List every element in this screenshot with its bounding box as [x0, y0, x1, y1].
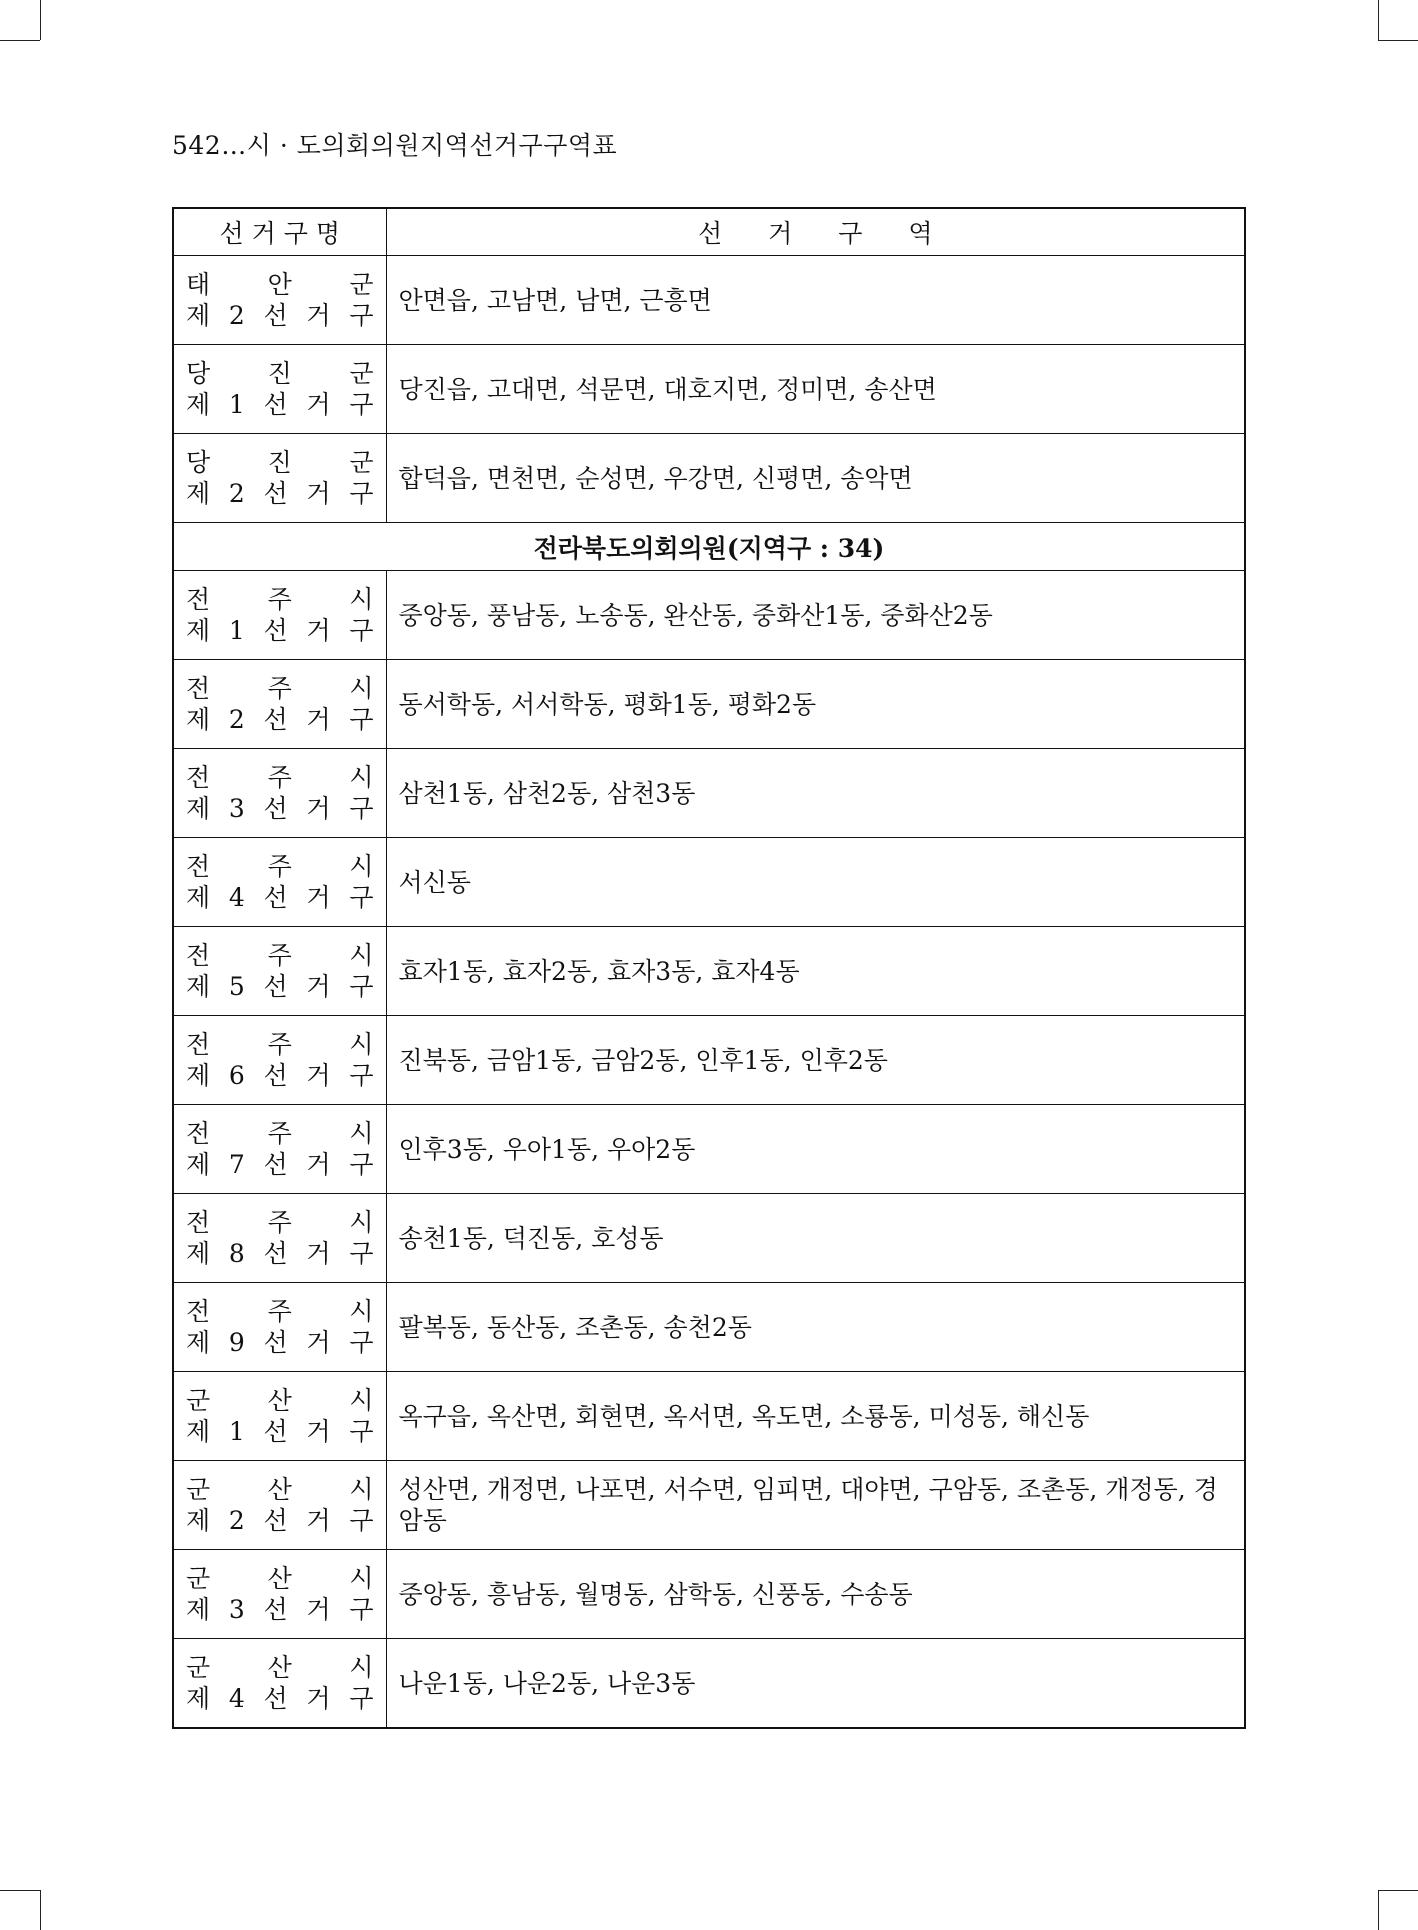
name-char: 제: [186, 390, 211, 419]
district-area-cell: 합덕읍, 면천면, 순성면, 우강면, 신평면, 송악면: [386, 434, 1245, 523]
district-region: [174, 851, 386, 882]
name-char: 거: [306, 1506, 331, 1535]
district-name-cell: [173, 1550, 386, 1639]
district-number: [174, 1683, 386, 1714]
name-char: 군: [186, 1564, 211, 1593]
page-header: 542…시 · 도의회의원지역선거구구역표: [172, 131, 618, 160]
name-char: 선: [263, 972, 288, 1001]
name-char: 선: [263, 390, 288, 419]
name-char: 산: [267, 1564, 292, 1593]
column-header-name: 선거구명: [173, 208, 386, 256]
district-name-cell: [173, 749, 386, 838]
name-char: 4: [228, 1684, 245, 1713]
name-char: 산: [267, 1475, 292, 1504]
name-char: 제: [186, 1061, 211, 1090]
name-char: 구: [349, 1328, 374, 1357]
district-area-cell: 옥구읍, 옥산면, 회현면, 옥서면, 옥도면, 소룡동, 미성동, 해신동: [386, 1372, 1245, 1461]
name-char: 전: [186, 763, 211, 792]
name-char: 군: [186, 1475, 211, 1504]
name-char: 시: [349, 1475, 374, 1504]
name-char: 전: [186, 1119, 211, 1148]
district-area-cell: 진북동, 금암1동, 금암2동, 인후1동, 인후2동: [386, 1016, 1245, 1105]
district-number: [174, 882, 386, 913]
district-name-cell: [173, 1105, 386, 1194]
district-name-cell: [173, 256, 386, 345]
table-row: [173, 1194, 1245, 1283]
district-area-cell: 당진읍, 고대면, 석문면, 대호지면, 정미면, 송산면: [386, 345, 1245, 434]
name-char: 4: [228, 883, 245, 912]
name-char: 주: [267, 1208, 292, 1237]
name-char: 구: [349, 1684, 374, 1713]
district-area-cell: 중앙동, 흥남동, 월명동, 삼학동, 신풍동, 수송동: [386, 1550, 1245, 1639]
table-row: [173, 1550, 1245, 1639]
table-row: [173, 1105, 1245, 1194]
name-char: 시: [349, 674, 374, 703]
table-row: [173, 571, 1245, 660]
district-region: [174, 1296, 386, 1327]
table-row: [173, 749, 1245, 838]
name-char: 군: [349, 270, 374, 299]
name-char: 구: [349, 1506, 374, 1535]
district-area-cell: 서신동: [386, 838, 1245, 927]
name-char: 1: [228, 1417, 245, 1446]
district-number: [174, 1416, 386, 1447]
name-char: 주: [267, 852, 292, 881]
name-char: 2: [228, 1506, 245, 1535]
district-region: [174, 1118, 386, 1149]
table-row: [173, 1283, 1245, 1372]
name-char: 거: [306, 794, 331, 823]
section-row: [173, 523, 1245, 571]
district-region: [174, 1385, 386, 1416]
district-number: [174, 1060, 386, 1091]
name-char: 태: [186, 270, 211, 299]
table-row: [173, 838, 1245, 927]
crop-mark: [1378, 0, 1379, 40]
name-char: 거: [306, 1328, 331, 1357]
crop-mark: [0, 1890, 40, 1891]
name-char: 구: [349, 479, 374, 508]
name-char: 5: [228, 972, 245, 1001]
name-char: 시: [349, 1564, 374, 1593]
district-region: [174, 1029, 386, 1060]
district-region: [174, 1652, 386, 1683]
district-number: [174, 300, 386, 331]
district-name-cell: [173, 345, 386, 434]
district-number: [174, 1594, 386, 1625]
section-title: 전라북도의회의원(지역구 : 34): [173, 523, 1245, 571]
name-char: 제: [186, 705, 211, 734]
name-char: 9: [228, 1328, 245, 1357]
name-char: 시: [349, 763, 374, 792]
district-number: [174, 1327, 386, 1358]
name-char: 구: [349, 390, 374, 419]
name-char: 주: [267, 763, 292, 792]
district-region: [174, 269, 386, 300]
name-char: 선: [263, 883, 288, 912]
name-char: 거: [306, 883, 331, 912]
name-char: 시: [349, 1030, 374, 1059]
name-char: 거: [306, 1595, 331, 1624]
district-region: [174, 447, 386, 478]
name-char: 제: [186, 1150, 211, 1179]
name-char: 선: [263, 301, 288, 330]
name-char: 2: [228, 301, 245, 330]
name-char: 구: [349, 1417, 374, 1446]
district-number: [174, 1505, 386, 1536]
name-char: 주: [267, 941, 292, 970]
crop-mark: [1378, 40, 1418, 41]
name-char: 제: [186, 1239, 211, 1268]
name-char: 진: [267, 359, 292, 388]
table-row: [173, 434, 1245, 523]
name-char: 군: [349, 448, 374, 477]
name-char: 전: [186, 585, 211, 614]
name-char: 산: [267, 1386, 292, 1415]
name-char: 주: [267, 1297, 292, 1326]
name-char: 선: [263, 1595, 288, 1624]
district-name-cell: [173, 660, 386, 749]
name-char: 2: [228, 479, 245, 508]
name-char: 선: [263, 1417, 288, 1446]
name-char: 6: [228, 1061, 245, 1090]
name-char: 시: [349, 1208, 374, 1237]
name-char: 선: [263, 1239, 288, 1268]
name-char: 군: [349, 359, 374, 388]
district-name-cell: [173, 927, 386, 1016]
district-area-cell: 안면읍, 고남면, 남면, 근흥면: [386, 256, 1245, 345]
district-name-cell: [173, 838, 386, 927]
name-char: 제: [186, 1595, 211, 1624]
name-char: 당: [186, 448, 211, 477]
district-number: [174, 478, 386, 509]
district-number: [174, 971, 386, 1002]
name-char: 제: [186, 1506, 211, 1535]
name-char: 거: [306, 1150, 331, 1179]
district-area-cell: 인후3동, 우아1동, 우아2동: [386, 1105, 1245, 1194]
name-char: 구: [349, 616, 374, 645]
name-char: 전: [186, 1208, 211, 1237]
name-char: 선: [263, 1684, 288, 1713]
name-char: 주: [267, 585, 292, 614]
name-char: 제: [186, 794, 211, 823]
name-char: 구: [349, 1595, 374, 1624]
district-region: [174, 1563, 386, 1594]
name-char: 구: [349, 301, 374, 330]
district-name-cell: [173, 1639, 386, 1729]
name-char: 제: [186, 972, 211, 1001]
district-name-cell: [173, 1016, 386, 1105]
name-char: 거: [306, 479, 331, 508]
district-region: [174, 762, 386, 793]
crop-mark: [1378, 1890, 1418, 1891]
name-char: 구: [349, 1150, 374, 1179]
name-char: 전: [186, 674, 211, 703]
district-name-cell: [173, 1461, 386, 1550]
name-char: 제: [186, 883, 211, 912]
name-char: 7: [228, 1150, 245, 1179]
name-char: 군: [186, 1653, 211, 1682]
name-char: 선: [263, 1328, 288, 1357]
name-char: 구: [349, 883, 374, 912]
name-char: 구: [349, 972, 374, 1001]
column-header-area: 선거구역: [386, 208, 1245, 256]
name-char: 거: [306, 1061, 331, 1090]
district-area-cell: 동서학동, 서서학동, 평화1동, 평화2동: [386, 660, 1245, 749]
name-char: 시: [349, 1653, 374, 1682]
crop-mark: [40, 1890, 41, 1930]
name-char: 거: [306, 616, 331, 645]
district-number: [174, 1149, 386, 1180]
name-char: 전: [186, 1297, 211, 1326]
name-char: 구: [349, 1061, 374, 1090]
name-char: 군: [186, 1386, 211, 1415]
name-char: 선: [263, 1061, 288, 1090]
name-char: 시: [349, 585, 374, 614]
district-number: [174, 615, 386, 646]
name-char: 제: [186, 1328, 211, 1357]
name-char: 거: [306, 301, 331, 330]
district-region: [174, 358, 386, 389]
name-char: 전: [186, 941, 211, 970]
table-body: [173, 256, 1245, 1729]
district-area-cell: 나운1동, 나운2동, 나운3동: [386, 1639, 1245, 1729]
name-char: 거: [306, 1417, 331, 1446]
name-char: 구: [349, 705, 374, 734]
name-char: 시: [349, 941, 374, 970]
district-area-cell: 팔복동, 동산동, 조촌동, 송천2동: [386, 1283, 1245, 1372]
district-area-cell: 중앙동, 풍남동, 노송동, 완산동, 중화산1동, 중화산2동: [386, 571, 1245, 660]
name-char: 거: [306, 1239, 331, 1268]
table-row: [173, 660, 1245, 749]
district-region: [174, 584, 386, 615]
name-char: 선: [263, 794, 288, 823]
district-region: [174, 1474, 386, 1505]
name-char: 선: [263, 1506, 288, 1535]
name-char: 1: [228, 616, 245, 645]
name-char: 제: [186, 301, 211, 330]
name-char: 3: [228, 1595, 245, 1624]
district-name-cell: [173, 434, 386, 523]
district-area-cell: 송천1동, 덕진동, 호성동: [386, 1194, 1245, 1283]
district-number: [174, 1238, 386, 1269]
name-char: 구: [349, 1239, 374, 1268]
name-char: 진: [267, 448, 292, 477]
name-char: 선: [263, 479, 288, 508]
table-row: [173, 1372, 1245, 1461]
name-char: 거: [306, 972, 331, 1001]
name-char: 거: [306, 705, 331, 734]
name-char: 전: [186, 1030, 211, 1059]
crop-mark: [40, 0, 41, 40]
name-char: 선: [263, 705, 288, 734]
name-char: 선: [263, 1150, 288, 1179]
district-number: [174, 389, 386, 420]
table-row: [173, 1016, 1245, 1105]
district-region: [174, 940, 386, 971]
district-area-cell: 성산면, 개정면, 나포면, 서수면, 임피면, 대야면, 구암동, 조촌동, 개정동, 경암동: [386, 1461, 1245, 1550]
crop-mark: [0, 40, 40, 41]
name-char: 1: [228, 390, 245, 419]
name-char: 2: [228, 705, 245, 734]
crop-mark: [1378, 1890, 1379, 1930]
district-name-cell: [173, 1372, 386, 1461]
district-name-cell: [173, 1194, 386, 1283]
name-char: 8: [228, 1239, 245, 1268]
district-number: [174, 793, 386, 824]
name-char: 3: [228, 794, 245, 823]
name-char: 거: [306, 1684, 331, 1713]
name-char: 시: [349, 1119, 374, 1148]
table-header-row: [173, 208, 1245, 256]
table-row: [173, 256, 1245, 345]
name-char: 시: [349, 852, 374, 881]
name-char: 주: [267, 1119, 292, 1148]
name-char: 제: [186, 616, 211, 645]
name-char: 시: [349, 1297, 374, 1326]
district-region: [174, 673, 386, 704]
table-row: [173, 927, 1245, 1016]
table-row: [173, 345, 1245, 434]
district-table: [172, 207, 1246, 1729]
table-row: [173, 1639, 1245, 1729]
name-char: 안: [267, 270, 292, 299]
name-char: 주: [267, 1030, 292, 1059]
name-char: 시: [349, 1386, 374, 1415]
district-name-cell: [173, 1283, 386, 1372]
name-char: 거: [306, 390, 331, 419]
name-char: 제: [186, 1417, 211, 1446]
name-char: 주: [267, 674, 292, 703]
district-region: [174, 1207, 386, 1238]
name-char: 선: [263, 616, 288, 645]
name-char: 전: [186, 852, 211, 881]
name-char: 산: [267, 1653, 292, 1682]
table-row: [173, 1461, 1245, 1550]
name-char: 당: [186, 359, 211, 388]
name-char: 구: [349, 794, 374, 823]
district-name-cell: [173, 571, 386, 660]
district-area-cell: 삼천1동, 삼천2동, 삼천3동: [386, 749, 1245, 838]
name-char: 제: [186, 479, 211, 508]
district-area-cell: 효자1동, 효자2동, 효자3동, 효자4동: [386, 927, 1245, 1016]
district-number: [174, 704, 386, 735]
name-char: 제: [186, 1684, 211, 1713]
